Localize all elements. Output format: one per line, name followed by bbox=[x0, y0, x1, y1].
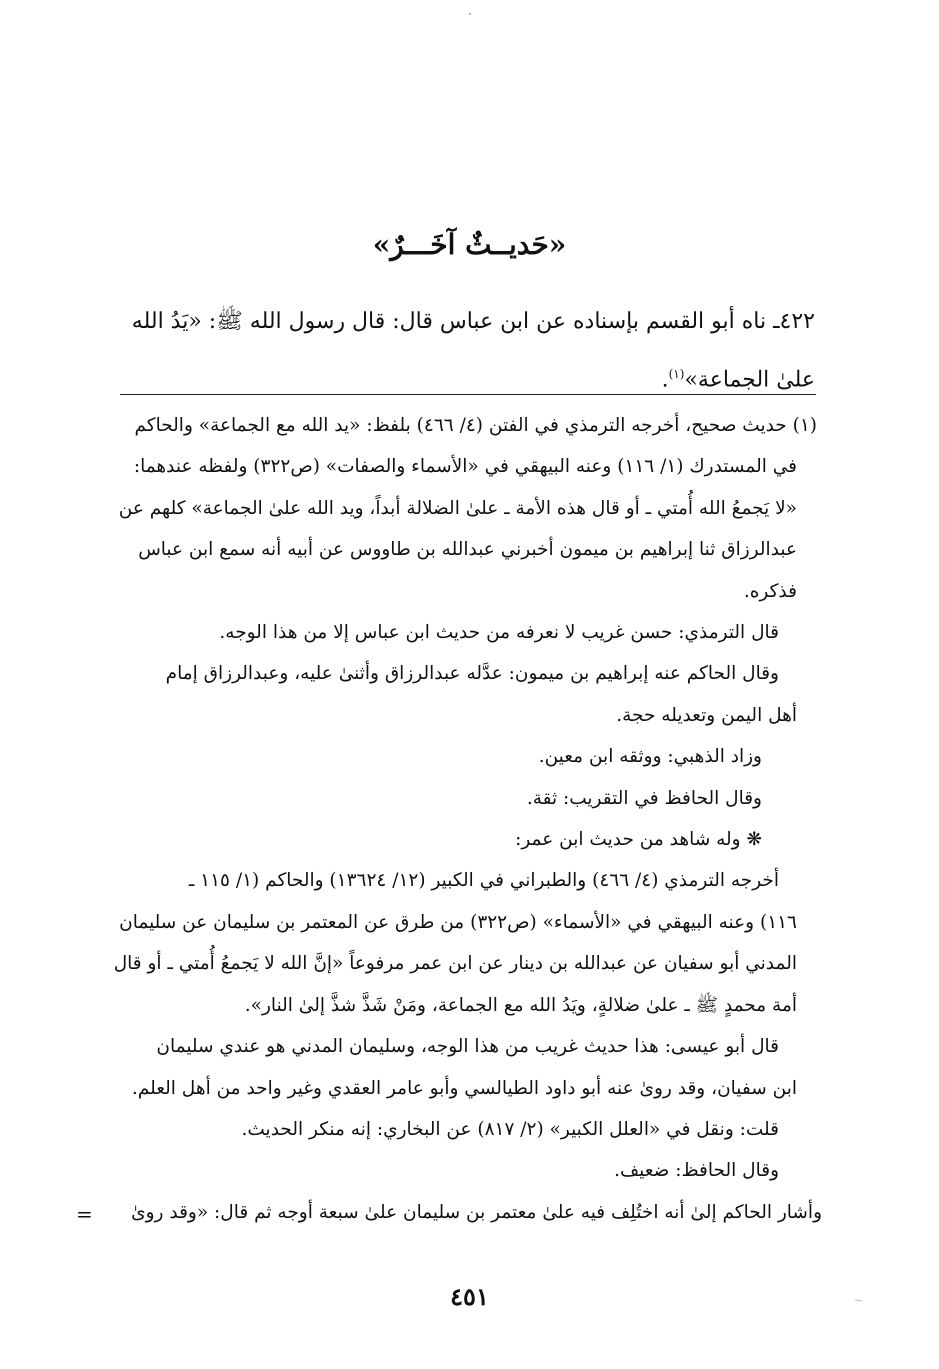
footnote-line: وزاد الذهبي: ووثقه ابن معين. bbox=[538, 746, 762, 768]
footnote-line: «لا يَجمعُ الله أُمتي ـ أو قال هذه الأمة ـ علىٰ الضلالة أبداً، ويد الله علىٰ الجماعة» كلهم عن bbox=[118, 497, 797, 519]
hadith-line-2-end: . bbox=[661, 367, 669, 393]
page-number: ٤٥١ bbox=[450, 1282, 489, 1311]
section-title: «حَديــثٌ آخَـــرٌ» bbox=[372, 228, 567, 261]
footnote-line: ❋ وله شاهد من حديث ابن عمر: bbox=[515, 829, 762, 851]
footnote-line: وأشار الحاكم إلىٰ أنه اختُلِف فيه علىٰ معتمر بن سليمان علىٰ سبعة أوجه ثم قال: «وقد روىٰ bbox=[131, 1201, 822, 1223]
footnote-line: قال الترمذي: حسن غريب لا نعرفه من حديث ابن عباس إلا من هذا الوجه. bbox=[219, 622, 779, 644]
footnote-line: عبدالرزاق ثنا إبراهيم بن ميمون أخبرني عبدالله بن طاووس عن أبيه أنه سمع ابن عباس bbox=[138, 539, 797, 561]
footnote-line: وقال الحافظ في التقريب: ثقة. bbox=[526, 787, 762, 809]
footnote-line: ١١٦) وعنه البيهقي في «الأسماء» (ص٣٢٢) من طرق عن المعتمر بن سليمان عن سليمان bbox=[119, 911, 797, 933]
hadith-line-1: ٤٢٢ـ ناه أبو القسم بإسناده عن ابن عباس قال: قال رسول الله ﷺ: «يَدُ الله bbox=[131, 309, 815, 334]
footnote-line: (١) حديث صحيح، أخرجه الترمذي في الفتن (٤/ ٤٦٦) بلفظ: «يد الله مع الجماعة» والحاكم bbox=[134, 415, 817, 436]
hadith-line-2-text: علىٰ الجماعة» bbox=[684, 367, 815, 393]
footnote-line: أمة محمدٍ ﷺ ـ علىٰ ضلالةٍ، ويَدُ الله مع الجماعة، ومَنْ شَذَّ شذَّ إلىٰ النار». bbox=[244, 994, 797, 1016]
footnote-line: وقال الحافظ: ضعيف. bbox=[614, 1160, 779, 1182]
footnote-line: أهل اليمن وتعديله حجة. bbox=[616, 704, 797, 726]
footnote-line: قال أبو عيسى: هذا حديث غريب من هذا الوجه، وسليمان المدني هو عندي سليمان bbox=[156, 1036, 779, 1058]
footnote-line: المدني أبو سفيان عن عبدالله بن دينار عن ابن عمر مرفوعاً «إنَّ الله لا يَجمعُ أُمتي ـ أو قال bbox=[113, 953, 797, 975]
footnote-ref[interactable]: (١) bbox=[668, 367, 685, 381]
footnote-line: في المستدرك (١/ ١١٦) وعنه البيهقي في «الأسماء والصفات» (ص٣٢٢) ولفظه عندهما: bbox=[133, 456, 797, 478]
footnote-line: قلت: ونقل في «العلل الكبير» (٢/ ٨١٧) عن البخاري: إنه منكر الحديث. bbox=[241, 1118, 779, 1140]
footnote-line: ابن سفيان، وقد روىٰ عنه أبو داود الطيالسي وأبو عامر العقدي وغير واحد من أهل العلم. bbox=[131, 1077, 797, 1099]
continuation-mark: = bbox=[76, 1202, 93, 1226]
footnote-line: فذكره. bbox=[743, 580, 797, 602]
footnote-line: أخرجه الترمذي (٤/ ٤٦٦) والطبراني في الكبير (١٢/ ١٣٦٢٤) والحاكم (١/ ١١٥ ـ bbox=[188, 870, 779, 892]
footnote-line: وقال الحاكم عنه إبراهيم بن ميمون: عدَّله عبدالرزاق وأثنىٰ عليه، وعبدالرزاق إمام bbox=[165, 663, 779, 685]
